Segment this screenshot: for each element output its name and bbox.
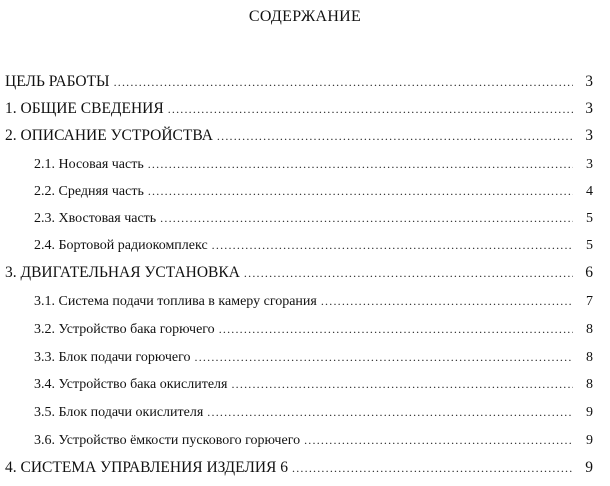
toc-entry [34,208,593,228]
toc-dot-leader [304,430,573,450]
toc-entry [34,154,593,174]
toc-entry-page: 6 [585,264,593,281]
toc-entry [34,347,593,367]
toc-entry-page: 7 [586,294,593,309]
toc-entry [5,72,593,92]
toc-entry-label: 1. ОБЩИЕ СВЕДЕНИЯ [5,100,164,117]
toc-entry-label: 3.6. Устройство ёмкости пускового горючего [34,433,301,448]
toc-entry [34,374,593,394]
toc-entry-label: 2.2. Средняя часть [34,184,144,199]
toc-entry [34,402,593,422]
toc-entry-label: 3. ДВИГАТЕЛЬНАЯ УСТАНОВКА [5,264,240,281]
toc-dot-leader [212,235,573,255]
toc-dot-leader [244,263,573,283]
toc-entry [5,263,593,283]
toc-entry [34,430,593,450]
toc-entry-label: 2.3. Хвостовая часть [34,211,157,226]
toc-dot-leader [148,181,573,201]
toc-dot-leader [219,319,573,339]
toc-entry-page: 3 [585,127,593,144]
toc-entry-page: 9 [586,433,593,448]
toc-entry-page: 9 [586,405,593,420]
toc-entry-label: 3.3. Блок подачи горючего [34,350,191,365]
toc-entry-page: 5 [586,238,593,253]
toc-entry-label: ЦЕЛЬ РАБОТЫ [5,73,110,90]
toc-dot-leader [292,458,573,478]
toc-entry-label: 2.4. Бортовой радиокомплекс [34,238,208,253]
toc-entry-label: 2. ОПИСАНИЕ УСТРОЙСТВА [5,127,213,144]
toc-entry-label: 2.1. Носовая часть [34,157,144,172]
toc-dot-leader [195,347,573,367]
toc-entry [34,319,593,339]
toc-entry [34,181,593,201]
toc-entry-page: 8 [586,377,593,392]
toc-entry-page: 4 [586,184,593,199]
toc-dot-leader [168,99,573,119]
toc-dot-leader [231,374,573,394]
toc-entry-page: 3 [585,100,593,117]
toc-entry-page: 3 [585,73,593,90]
toc-entry-page: 5 [586,211,593,226]
toc-entry [34,291,593,311]
toc-dot-leader [207,402,573,422]
page-title: СОДЕРЖАНИЕ [248,8,362,25]
toc-entry-page: 3 [586,157,593,172]
toc-dot-leader [148,154,573,174]
toc-entry-page: 8 [586,322,593,337]
toc-entry [34,235,593,255]
toc-entry-label: 3.4. Устройство бака окислителя [34,377,228,392]
toc-entry [5,99,593,119]
toc-dot-leader [114,72,573,92]
toc-entry-label: 3.2. Устройство бака горючего [34,322,215,337]
toc-entry [5,458,593,478]
toc-entry-page: 8 [586,350,593,365]
toc-dot-leader [217,126,573,146]
toc-entry-page: 9 [585,459,593,476]
toc-entry-label: 4. СИСТЕМА УПРАВЛЕНИЯ ИЗДЕЛИЯ 6 [5,459,289,476]
toc-dot-leader [321,291,573,311]
toc-entry-label: 3.5. Блок подачи окислителя [34,405,204,420]
toc-entry-label: 3.1. Система подачи топлива в камеру сгорания [34,294,317,309]
toc-entry [5,126,593,146]
toc-dot-leader [160,208,573,228]
